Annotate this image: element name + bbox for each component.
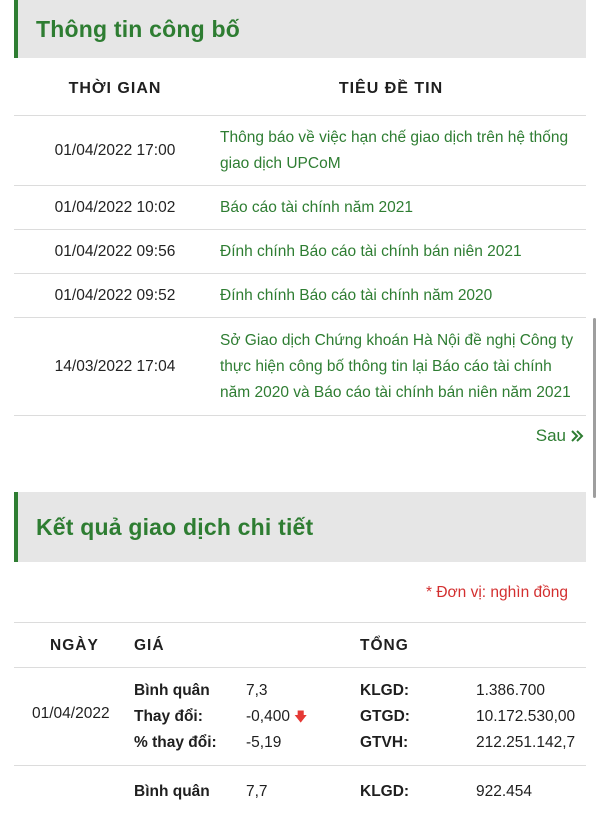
table-row <box>14 766 586 826</box>
announcement-time: 14/03/2022 17:04 <box>54 357 176 375</box>
avg-price-label: Bình quân <box>134 783 210 800</box>
trading-header <box>14 492 586 562</box>
gtgd-label: GTGD: <box>360 708 410 725</box>
announcement-link[interactable]: Báo cáo tài chính năm 2021 <box>220 198 414 216</box>
trading-table-header <box>14 622 586 668</box>
klgd-label: KLGD: <box>360 682 410 699</box>
next-page-label: Sau <box>535 426 566 445</box>
change-value-wrap <box>246 705 307 729</box>
announcement-time: 01/04/2022 09:56 <box>54 242 176 260</box>
announcement-time: 01/04/2022 09:52 <box>54 286 176 304</box>
announcement-link[interactable]: Thông báo về việc hạn chế giao dịch trên hệ thống giao dịch UPCoM <box>220 128 569 172</box>
column-header-time: THỜI GIAN <box>68 79 162 97</box>
next-page-link[interactable] <box>536 426 584 446</box>
change-label: Thay đổi: <box>134 708 203 725</box>
table-row <box>14 116 586 186</box>
announcement-link[interactable]: Đính chính Báo cáo tài chính năm 2020 <box>220 286 493 304</box>
announcements-table-header <box>14 62 586 116</box>
announcement-time: 01/04/2022 10:02 <box>54 198 176 216</box>
table-row <box>14 668 586 766</box>
announcement-time: 01/04/2022 17:00 <box>54 141 176 159</box>
table-row <box>14 318 586 416</box>
announcement-link[interactable]: Sở Giao dịch Chứng khoán Hà Nội đề nghị Công ty thực hiện công bố thông tin lại Báo cáo tài chính năm 2020 và Báo cáo tài chính bán niên năm 2021 <box>220 331 574 401</box>
avg-price-value: 7,3 <box>246 682 268 699</box>
gtvh-value: 212.251.142,7 <box>476 734 576 751</box>
column-header-date: NGÀY <box>50 637 99 654</box>
scrollbar[interactable] <box>593 318 596 498</box>
unit-note: * Đơn vị: nghìn đồng <box>425 584 568 601</box>
trade-date: 01/04/2022 <box>32 705 110 722</box>
announcements-title: Thông tin công bố <box>36 15 240 42</box>
avg-price-value: 7,7 <box>246 783 268 800</box>
avg-price-label: Bình quân <box>134 682 210 699</box>
table-row <box>14 230 586 274</box>
column-header-title: TIÊU ĐỀ TIN <box>338 79 444 97</box>
change-value: -0,400 <box>246 708 290 725</box>
klgd-value: 1.386.700 <box>476 682 545 699</box>
arrow-down-icon: 🡇 <box>293 709 308 724</box>
table-row <box>14 274 586 318</box>
gtvh-label: GTVH: <box>360 734 409 751</box>
announcements-table <box>14 62 586 416</box>
column-header-total: TỔNG <box>360 637 409 654</box>
table-row <box>14 186 586 230</box>
announcement-link[interactable]: Đính chính Báo cáo tài chính bán niên 2021 <box>220 242 522 260</box>
gtgd-value: 10.172.530,00 <box>476 708 576 725</box>
announcements-header <box>14 0 586 58</box>
klgd-label: KLGD: <box>360 783 410 800</box>
pct-change-value: -5,19 <box>246 734 282 751</box>
double-chevron-right-icon <box>570 429 584 443</box>
pct-change-label: % thay đổi: <box>134 734 217 751</box>
klgd-value: 922.454 <box>476 783 533 800</box>
column-header-price: GIÁ <box>134 637 165 654</box>
trading-title: Kết quả giao dịch chi tiết <box>36 513 314 540</box>
